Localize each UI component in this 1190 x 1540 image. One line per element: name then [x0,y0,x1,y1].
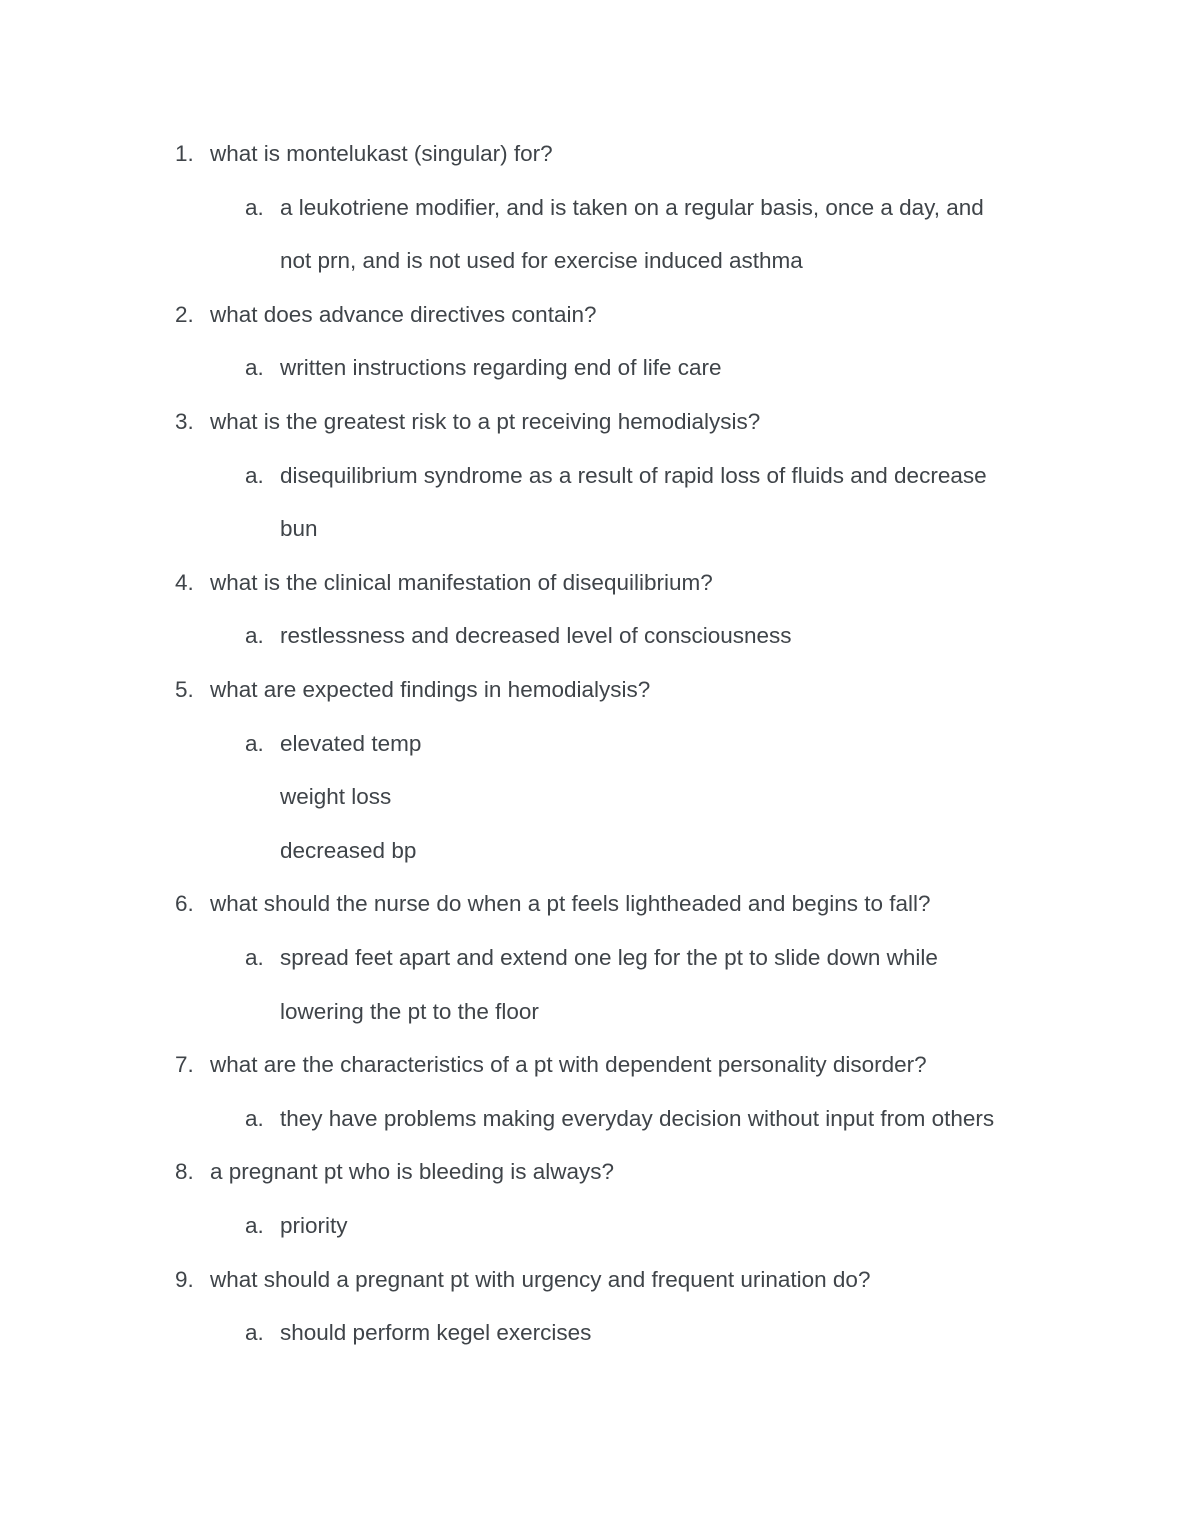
question-text: what are expected findings in hemodialysis? [210,677,651,702]
answer-marker: a. [245,1320,264,1345]
question-number: 2. [175,302,194,327]
question-text: what is montelukast (singular) for? [210,141,553,166]
answer-marker: a. [245,355,264,380]
answer-marker: a. [245,463,264,488]
answer-marker: a. [245,945,264,970]
answer-text: lowering the pt to the floor [280,999,539,1024]
answer-text: a leukotriene modifier, and is taken on a regular basis, once a day, and [280,195,984,220]
answer-text: decreased bp [280,838,417,863]
answer-text: written instructions regarding end of life care [280,355,722,380]
answer-text: elevated temp [280,731,422,756]
answer-text: should perform kegel exercises [280,1320,592,1345]
question-number: 6. [175,891,194,916]
question-text: what are the characteristics of a pt with dependent personality disorder? [210,1052,927,1077]
question-text: a pregnant pt who is bleeding is always? [210,1159,615,1184]
question-number: 4. [175,570,194,595]
answer-text: priority [280,1213,348,1238]
answer-marker: a. [245,1106,264,1131]
answer-marker: a. [245,623,264,648]
answer-text: not prn, and is not used for exercise induced asthma [280,248,803,273]
answer-text: spread feet apart and extend one leg for the pt to slide down while [280,945,938,970]
question-number: 7. [175,1052,194,1077]
question-number: 3. [175,409,194,434]
answer-text: they have problems making everyday decision without input from others [280,1106,995,1131]
question-number: 8. [175,1159,194,1184]
question-text: what is the clinical manifestation of disequilibrium? [210,570,713,595]
question-number: 1. [175,141,194,166]
answer-text: disequilibrium syndrome as a result of rapid loss of fluids and decrease [280,463,987,488]
question-number: 5. [175,677,194,702]
answer-marker: a. [245,195,264,220]
answer-marker: a. [245,1213,264,1238]
answer-marker: a. [245,731,264,756]
question-text: what is the greatest risk to a pt receiving hemodialysis? [210,409,761,434]
question-text: what should the nurse do when a pt feels lightheaded and begins to fall? [210,891,931,916]
question-text: what does advance directives contain? [210,302,597,327]
answer-text: restlessness and decreased level of consciousness [280,623,792,648]
answer-text: weight loss [280,784,392,809]
question-text: what should a pregnant pt with urgency and frequent urination do? [210,1267,871,1292]
question-number: 9. [175,1267,194,1292]
answer-text: bun [280,516,318,541]
